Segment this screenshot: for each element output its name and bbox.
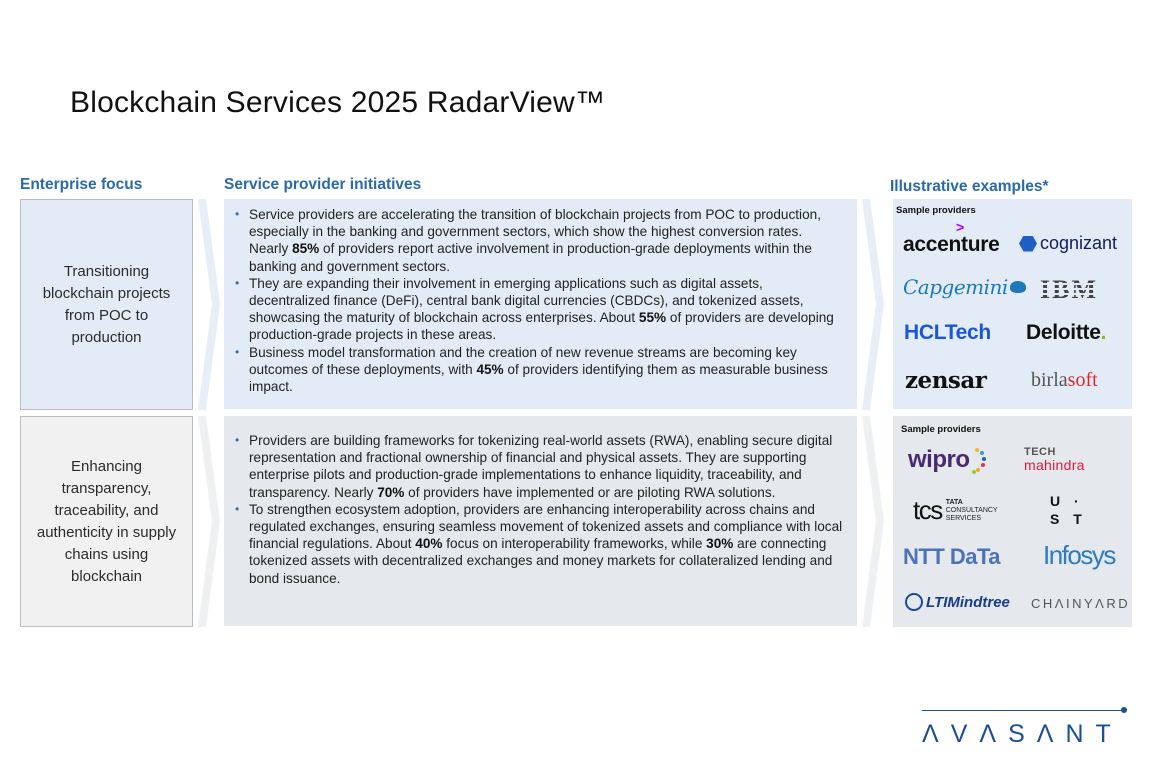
ltimindtree-logo: LTIMindtree <box>905 593 1010 611</box>
enterprise-focus-heading: Enterprise focus <box>20 176 143 193</box>
focus-box-poc-to-production <box>20 199 193 410</box>
infosys-logo: Infosys <box>1043 540 1115 570</box>
initiative-bullet: • Providers are building frameworks for tokenizing real-world assets (RWA), enabling secure digital representation and fractional ownership of financial and physical assets. They are supporting enterprise pilots and production-grade implementations to enhance liquidity, traceability, and transparency. Nearly 70% of providers have implemented or are piloting RWA solutions. <box>230 432 845 501</box>
initiatives-box-row-2 <box>224 416 857 626</box>
initiative-bullet: • To strengthen ecosystem adoption, providers are enhancing interoperability across chains and regulated exchanges, ensuring seamless movement of tokenized assets and compliance with local financial regulations. About 40% focus on interoperability frameworks, while 30% are connecting tokenized assets with decentralized exchanges and money markets for collateralized lending and bond issuance. <box>230 501 845 587</box>
examples-box-row-2 <box>893 416 1132 627</box>
capgemini-spade-icon <box>1010 281 1026 293</box>
capgemini-logo: Capgemini <box>903 275 1026 299</box>
page-title: Blockchain Services 2025 RadarView™ <box>70 86 606 119</box>
chevron-right-icon <box>862 416 884 627</box>
sample-providers-label: Sample providers <box>901 424 981 435</box>
wipro-dots-icon <box>972 447 986 473</box>
tcs-logo: tcs TATA CONSULTANCY SERVICES <box>913 495 998 525</box>
tech-mahindra-logo: TECH mahindra <box>1024 446 1085 473</box>
chevron-right-icon <box>198 199 220 410</box>
focus-label: Transitioning blockchain projects from POC to production <box>42 262 171 346</box>
sample-providers-label: Sample providers <box>896 205 976 216</box>
examples-box-row-1 <box>893 199 1132 409</box>
cognizant-mark-icon <box>1019 236 1037 252</box>
zensar-logo: zensar <box>905 367 987 394</box>
accenture-logo: > accenture <box>903 219 1000 256</box>
deloitte-logo: Deloitte. <box>1026 321 1107 344</box>
chevron-right-icon <box>862 199 884 410</box>
wipro-logo: wipro <box>908 446 986 474</box>
brand-wordmark: ΛVΛSΛNT <box>922 720 1123 748</box>
logo-dot <box>1121 707 1127 713</box>
cognizant-logo: cognizant <box>1019 233 1117 254</box>
service-provider-initiatives-heading: Service provider initiatives <box>224 176 422 193</box>
initiative-bullet: • Business model transformation and the creation of new revenue streams are becoming key outcomes of these deployments, with 45% of providers identifying them as measurable business impact. <box>230 344 845 396</box>
initiatives-box-row-1 <box>224 199 857 409</box>
focus-label: Enhancing transparency, traceability, and authenticity in supply chains using blockchain <box>36 457 177 585</box>
ibm-logo: IBM <box>1040 275 1098 304</box>
illustrative-examples-heading: Illustrative examples* <box>890 178 1049 195</box>
initiative-bullet: • They are expanding their involvement in emerging applications such as digital assets, decentralized finance (DeFi), central bank digital currencies (CBDCs), and tokenized assets, showcasing the maturity of blockchain across enterprises. About 55% of providers are developing production-grade projects in these areas. <box>230 275 845 344</box>
lt-ring-icon <box>905 593 923 611</box>
logo-line <box>922 710 1124 711</box>
focus-box-supply-chain-transparency <box>20 416 193 627</box>
birlasoft-logo: birlasoft <box>1031 369 1098 391</box>
ntt-data-logo: NTT DaTa <box>903 544 1001 569</box>
chevron-right-icon <box>198 416 220 627</box>
ust-logo: U · S T <box>1050 493 1087 527</box>
hcltech-logo: HCLTech <box>904 321 991 344</box>
initiative-bullet: • Service providers are accelerating the transition of blockchain projects from POC to production, especially in the banking and government sectors, which show the highest conversion rates. Nearly 85% of providers report active involvement in production-grade deployments within the banking and government sectors. <box>230 206 845 275</box>
chainyard-logo: CHΛINYΛRD <box>1031 596 1131 611</box>
